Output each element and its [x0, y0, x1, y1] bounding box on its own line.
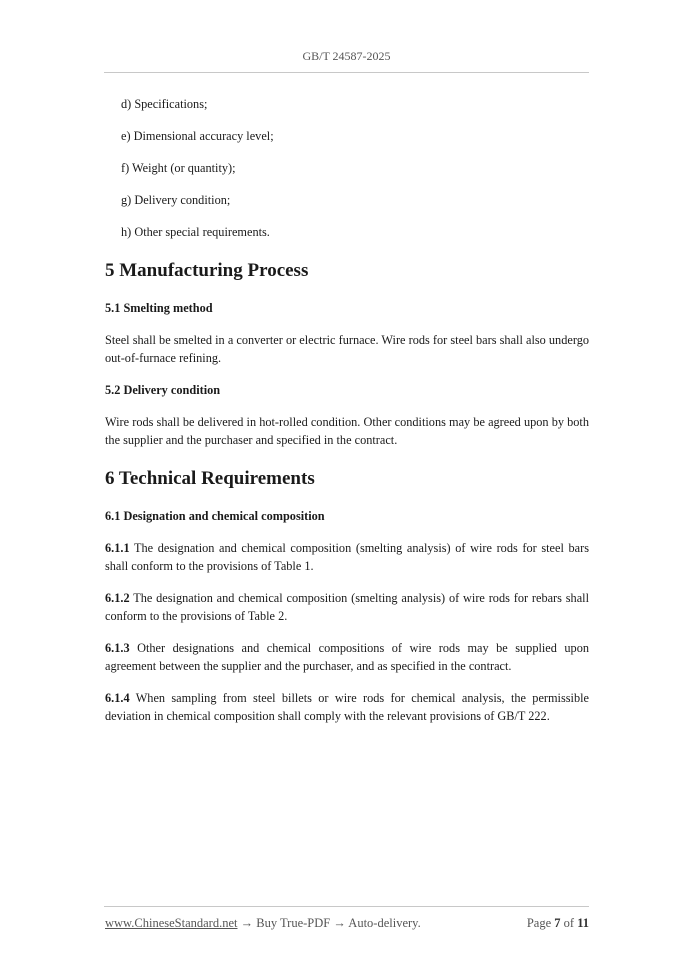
page-label: Page — [526, 916, 555, 930]
section-6-1-heading: 6.1 Designation and chemical composition — [105, 509, 325, 523]
clause-6-1-3 — [105, 639, 589, 675]
clause-text: When sampling from steel billets or wire rods for chemical analysis, the permissible deviation in chemical composition shall comply with the relevant provisions of GB/T 222. — [105, 691, 589, 723]
section-5-1-text: Steel shall be smelted in a converter or electric furnace. Wire rods for steel bars shall also undergo out-of-furnace refining. — [105, 333, 589, 365]
footer-promo-text: → Buy True-PDF → Auto-delivery. — [237, 916, 421, 930]
clause-6-1-2 — [105, 589, 589, 625]
footer-promo — [105, 916, 421, 931]
section-5-2-text: Wire rods shall be delivered in hot-rolled condition. Other conditions may be agreed upon by both the supplier and the purchaser and specified in the contract. — [105, 415, 589, 447]
clause-number: 6.1.2 — [105, 591, 130, 605]
clause-text: Other designations and chemical compositions of wire rods may be supplied upon agreement between the supplier and the purchaser, and as specified in the contract. — [105, 641, 589, 673]
page-total: 11 — [577, 916, 589, 930]
section-5-heading: 5 Manufacturing Process — [105, 260, 309, 281]
section-5-1-heading: 5.1 Smelting method — [105, 301, 213, 315]
clause-6-1-4 — [105, 689, 589, 725]
list-item-h: h) Other special requirements. — [121, 225, 270, 239]
of-label: of — [560, 916, 578, 930]
clause-number: 6.1.4 — [105, 691, 130, 705]
site-link[interactable]: www.ChineseStandard.net — [105, 916, 238, 930]
clause-text: The designation and chemical composition (smelting analysis) of wire rods for rebars shall conform to the provisions of Table 2. — [105, 591, 589, 623]
footer-divider — [104, 906, 589, 907]
page-number: 7 — [554, 916, 561, 930]
document-header: GB/T 24587-2025 — [302, 49, 391, 63]
list-item-g: g) Delivery condition; — [121, 193, 231, 207]
page-content — [105, 95, 589, 739]
section-5-2-heading: 5.2 Delivery condition — [105, 383, 221, 397]
section-6-heading: 6 Technical Requirements — [105, 468, 315, 489]
header-divider — [104, 72, 589, 73]
clause-number: 6.1.1 — [105, 541, 130, 555]
list-item-d: d) Specifications; — [121, 97, 208, 111]
list-item-e: e) Dimensional accuracy level; — [121, 129, 274, 143]
clause-text: The designation and chemical composition (smelting analysis) of wire rods for steel bars shall conform to the provisions of Table 1. — [105, 541, 589, 573]
clause-6-1-1 — [105, 539, 589, 575]
list-item-f: f) Weight (or quantity); — [121, 161, 236, 175]
page-indicator — [527, 916, 589, 931]
clause-number: 6.1.3 — [105, 641, 130, 655]
